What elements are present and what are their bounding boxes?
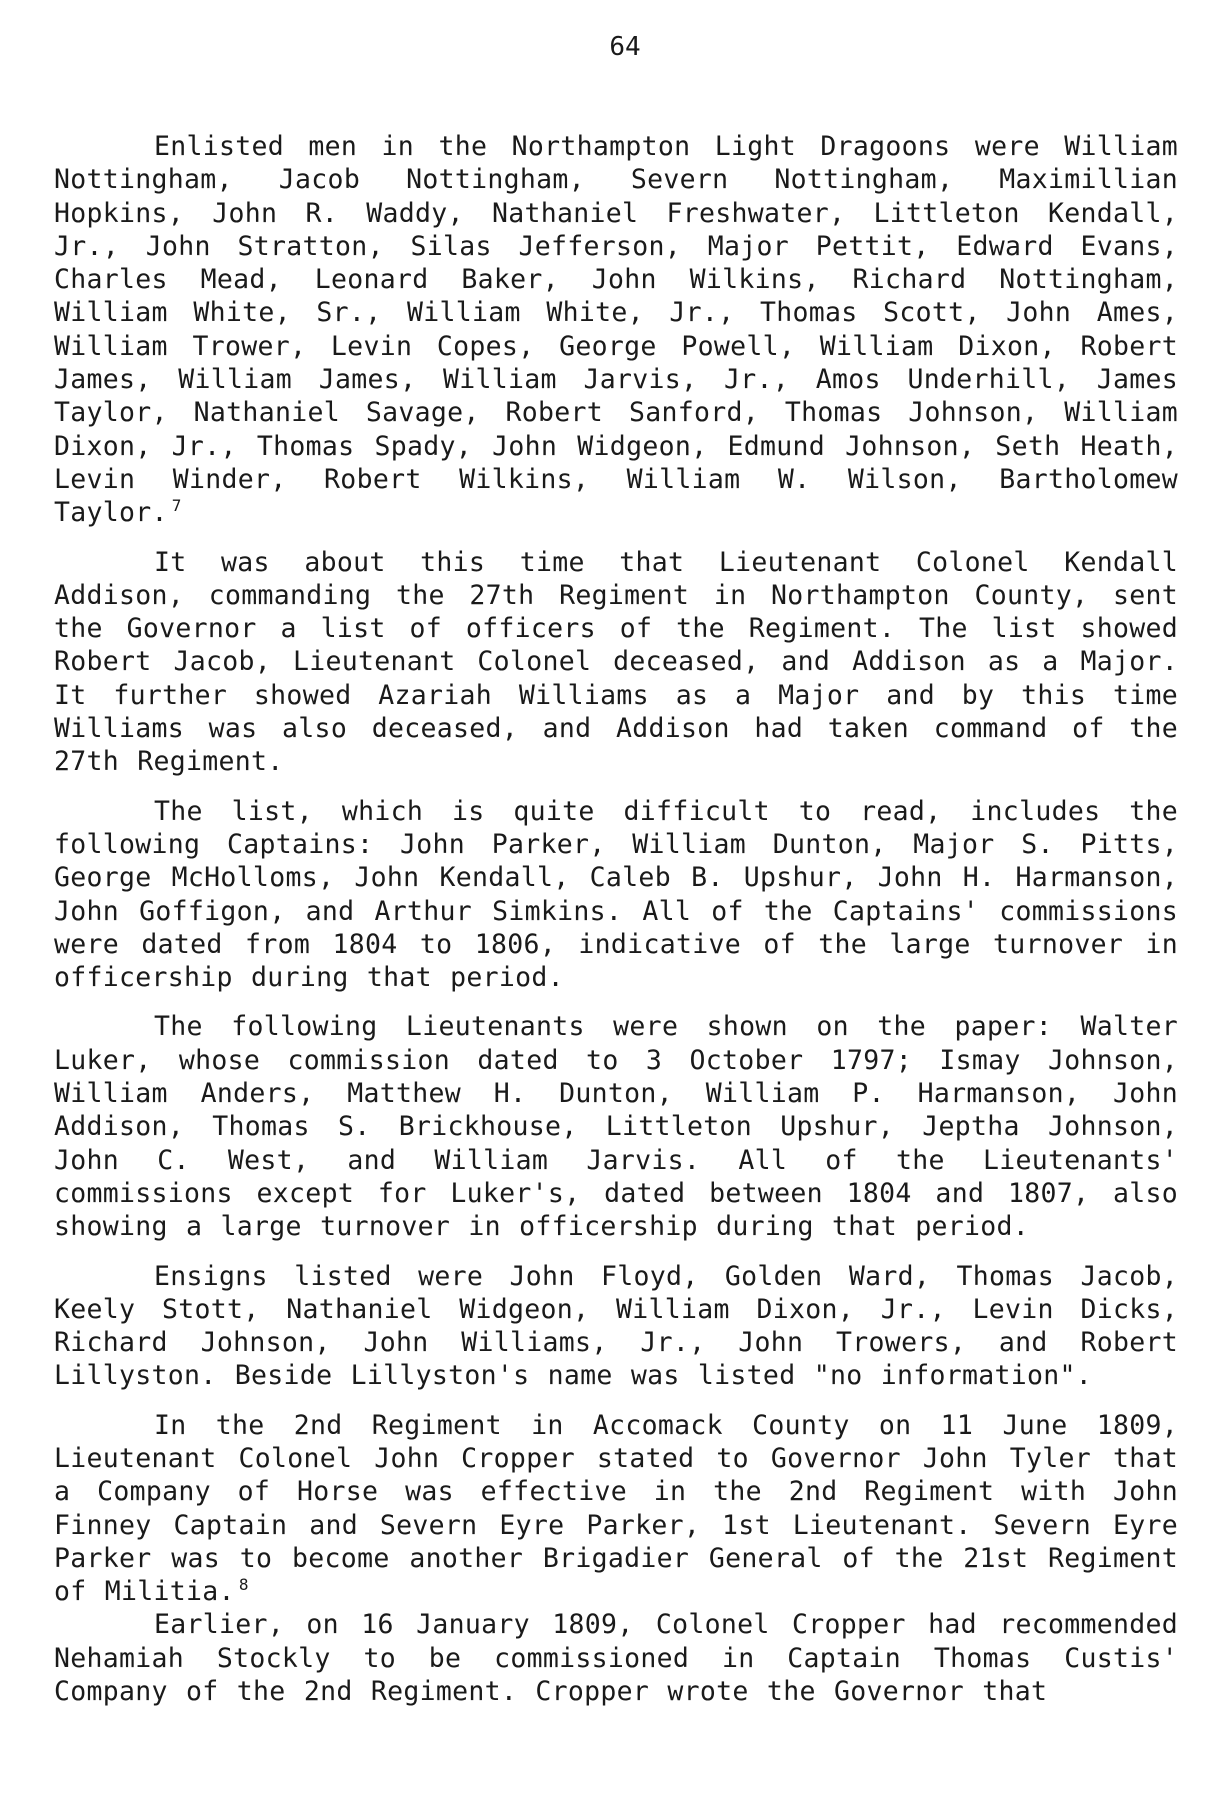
paragraph-captains — [54, 795, 1178, 995]
paragraph-2nd-regiment — [54, 1409, 1178, 1609]
document-page — [54, 30, 1178, 1724]
paragraph-text: Enlisted men in the Northampton Light Dragoons were William Nottingham, Jacob Nottingham, Severn Nottingham, Maximillian Hopkins, John R. Waddy, Nathaniel Freshwater, Littleton Kendall, Jr., John Stratton, Silas Jefferson, Major Pettit, Edward Evans, Charles Mead, Leonard Baker, John Wilkins, Richard Nottingham, William White, Sr., William White, Jr., Thomas Scott, John Ames, William Trower, Levin Copes, George Powell, William Dixon, Robert James, William James, William Jarvis, Jr., Amos Underhill, James Taylor, Nathaniel Savage, Robert Sanford, Thomas Johnson, William Dixon, Jr., Thomas Spady, John Widgeon, Edmund Johnson, Seth Heath, Levin Winder, Robert Wilkins, William W. Wilson, Bartholomew Taylor. — [54, 131, 1178, 529]
footnote-marker: 7 — [171, 496, 182, 516]
paragraph-text: In the 2nd Regiment in Accomack County on 11 June 1809, Lieutenant Colonel John Cropper stated to Governor John Tyler that a Company of Horse was effective in the 2nd Regiment with John Finney Captain and Severn Eyre Parker, 1st Lieutenant. Severn Eyre Parker was to become another Brigadier General of the 21st Regiment of Militia. — [54, 1409, 1178, 1608]
paragraph-text: Ensigns listed were John Floyd, Golden Ward, Thomas Jacob, Keely Stott, Nathaniel Widgeon, William Dixon, Jr., Levin Dicks, Richard Johnson, John Williams, Jr., John Trowers, and Robert Lillyston. Beside Lillyston's name was listed "no information". — [54, 1260, 1178, 1392]
paragraph-ensigns — [54, 1260, 1178, 1393]
paragraph-text: The following Lieutenants were shown on the paper: Walter Luker, whose commission dated to 3 October 1797; Ismay Johnson, William Anders, Matthew H. Dunton, William P. Harmanson, John Addison, Thomas S. Brickhouse, Littleton Upshur, Jeptha Johnson, John C. West, and William Jarvis. All of the Lieutenants' commissions except for Luker's, dated between 1804 and 1807, also showing a large turnover in officership during that period. — [54, 1011, 1178, 1243]
paragraph-lieutenants — [54, 1010, 1178, 1243]
paragraph-cropper-letter — [54, 1608, 1178, 1708]
page-number: 64 — [609, 32, 641, 62]
paragraph-text: The list, which is quite difficult to read, includes the following Captains: John Parker, William Dunton, Major S. Pitts, George McHolloms, John Kendall, Caleb B. Upshur, John H. Harmanson, John Goffigon, and Arthur Simkins. All of the Captains' commissions were dated from 1804 to 1806, indicative of the large turnover in officership during that period. — [54, 795, 1178, 994]
paragraph-text: It was about this time that Lieutenant Colonel Kendall Addison, commanding the 27th Regiment in Northampton County, sent the Governor a list of officers of the Regiment. The list showed Robert Jacob, Lieutenant Colonel deceased, and Addison as a Major. It further showed Azariah Williams as a Major and by this time Williams was also deceased, and Addison had taken command of the 27th Regiment. — [54, 546, 1178, 778]
paragraph-text: Earlier, on 16 January 1809, Colonel Cropper had recommended Nehamiah Stockly to be commissioned in Captain Thomas Custis' Company of the 2nd Regiment. Cropper wrote the Governor that — [54, 1609, 1178, 1708]
paragraph-light-dragoons — [54, 130, 1178, 530]
paragraph-27th-regiment — [54, 546, 1178, 779]
footnote-marker: 8 — [238, 1575, 249, 1595]
